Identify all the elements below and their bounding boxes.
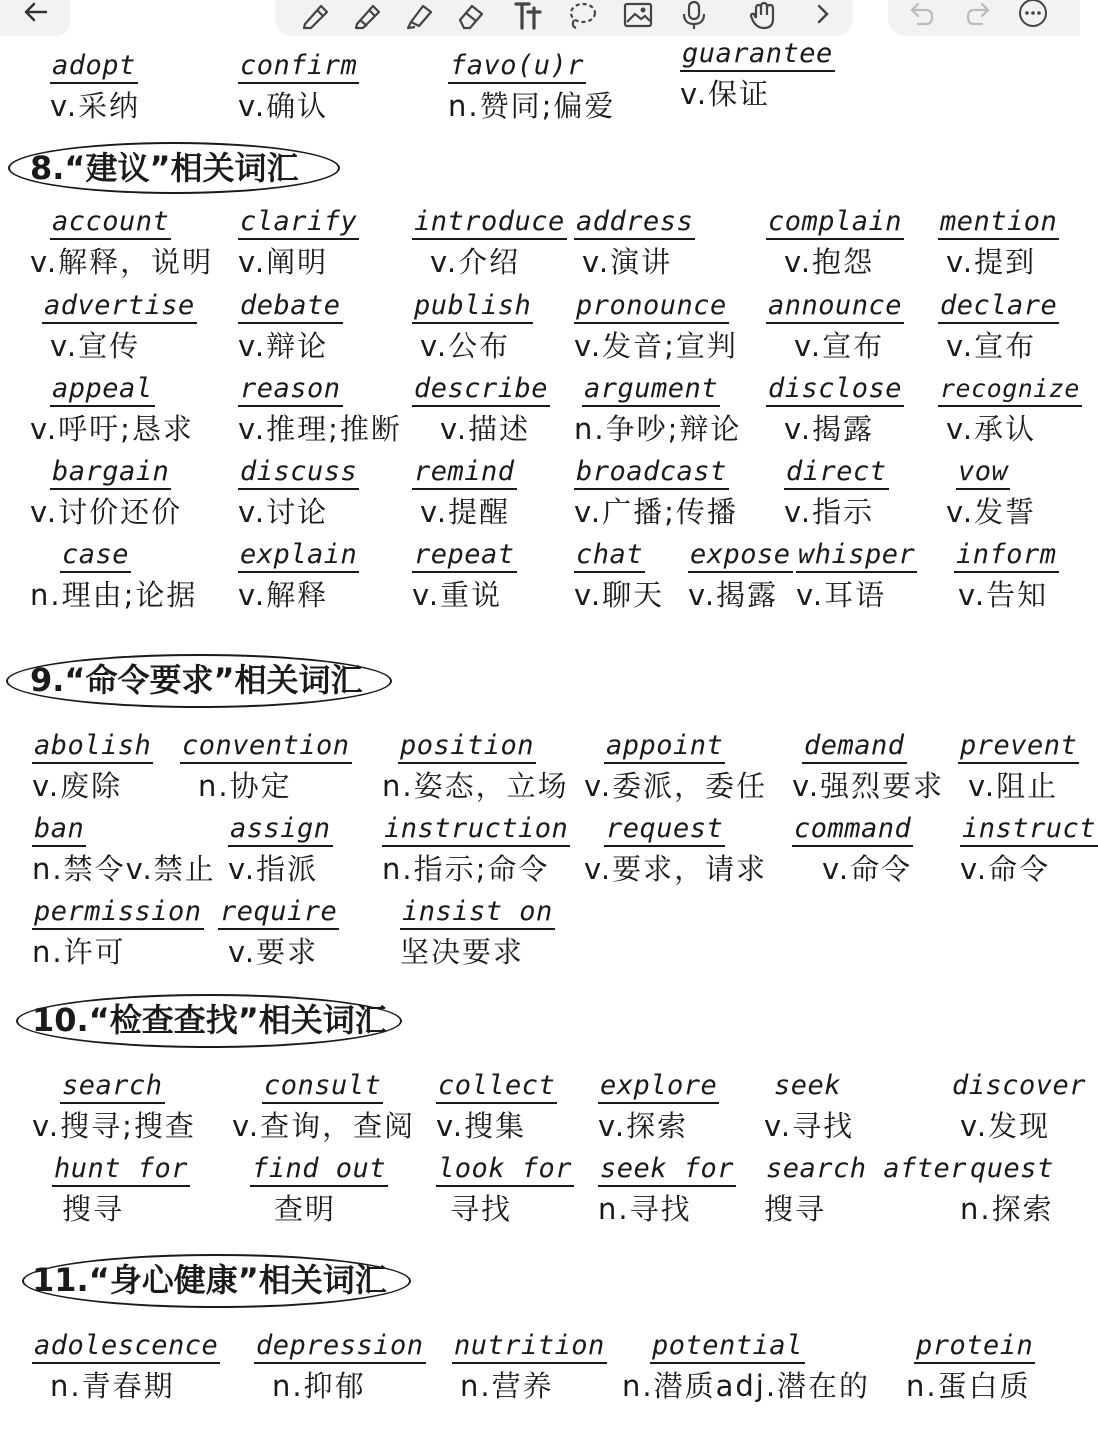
english-word: look for xyxy=(436,1153,574,1187)
chinese-meaning: n.潜质adj.潜在的 xyxy=(622,1369,871,1403)
vocab-entry xyxy=(412,206,567,282)
chinese-meaning: v.辩论 xyxy=(238,329,329,363)
english-word: direct xyxy=(784,456,889,490)
english-word: position xyxy=(398,730,536,764)
section-title: 11.“身心健康”相关词汇 xyxy=(32,1261,387,1299)
english-word: seek for xyxy=(598,1153,736,1187)
toolbar xyxy=(0,0,1080,40)
vocab-entry xyxy=(598,1070,719,1146)
vocab-entry xyxy=(32,730,153,806)
chinese-meaning: v.强烈要求 xyxy=(792,769,945,803)
heading-oval xyxy=(22,1254,411,1308)
vocab-entry xyxy=(792,730,945,806)
chinese-meaning: n.营养 xyxy=(460,1369,554,1403)
chinese-meaning: 搜寻 xyxy=(764,1192,827,1226)
vocab-entry xyxy=(938,373,1082,449)
english-word: describe xyxy=(412,373,550,407)
vocab-entry xyxy=(938,206,1059,282)
chinese-meaning: n.赞同;偏爱 xyxy=(448,89,616,123)
vocab-entry xyxy=(250,1153,388,1229)
chinese-meaning: n.抑郁 xyxy=(272,1369,366,1403)
chinese-meaning: v.查询，查阅 xyxy=(232,1109,416,1143)
vocab-entry xyxy=(766,373,904,449)
chinese-meaning: v.宣布 xyxy=(946,329,1037,363)
english-word: clarify xyxy=(238,206,359,240)
english-word: seek xyxy=(774,1070,842,1101)
english-word: instruct xyxy=(960,813,1098,847)
english-word: adolescence xyxy=(32,1330,220,1364)
chinese-meaning: v.提到 xyxy=(946,245,1037,279)
chinese-meaning: n.青春期 xyxy=(50,1369,175,1403)
vocab-entry xyxy=(954,539,1059,615)
chinese-meaning: v.提醒 xyxy=(420,495,511,529)
image-icon[interactable] xyxy=(621,0,661,32)
vocab-entry xyxy=(622,1330,871,1406)
chinese-meaning: v.广播;传播 xyxy=(574,495,738,529)
chinese-meaning: v.发现 xyxy=(960,1109,1051,1143)
english-word: whisper xyxy=(796,539,917,573)
section-title: 8.“建议”相关词汇 xyxy=(30,149,299,187)
vocab-entry xyxy=(412,539,517,615)
redo-icon[interactable] xyxy=(962,0,1002,32)
vocab-entry xyxy=(598,1153,736,1229)
vocab-entry xyxy=(584,813,768,889)
english-word: guarantee xyxy=(680,38,835,72)
vocab-entry xyxy=(574,373,742,449)
english-word: introduce xyxy=(412,206,567,240)
english-word: bargain xyxy=(50,456,171,490)
vocab-entry xyxy=(796,539,917,615)
vocab-entry xyxy=(32,1070,196,1146)
chinese-meaning: 坚决要求 xyxy=(400,935,525,969)
undo-icon[interactable] xyxy=(904,0,944,32)
vocab-entry xyxy=(960,1153,1056,1229)
more-icon[interactable] xyxy=(1016,0,1056,30)
pencil-icon[interactable] xyxy=(351,0,391,32)
vocab-entry xyxy=(766,290,904,366)
eraser-icon[interactable] xyxy=(455,0,495,32)
back-arrow-icon xyxy=(18,0,58,32)
english-word: advertise xyxy=(42,290,197,324)
english-word: appoint xyxy=(604,730,725,764)
vocab-entry xyxy=(448,50,615,126)
section-title: 9.“命令要求”相关词汇 xyxy=(30,661,363,699)
chinese-meaning: v.阻止 xyxy=(968,769,1059,803)
chinese-meaning: v.聊天 xyxy=(574,578,665,612)
chinese-meaning: v.命令 xyxy=(960,852,1051,886)
vocab-entry xyxy=(42,290,197,366)
english-word: broadcast xyxy=(574,456,729,490)
chinese-meaning: v.呼吁;恳求 xyxy=(30,412,194,446)
pen-icon[interactable] xyxy=(299,0,339,32)
vocab-entry xyxy=(30,373,194,449)
vocab-entry xyxy=(30,539,198,615)
vocab-entry xyxy=(400,896,555,972)
chinese-meaning: v.要求 xyxy=(228,935,319,969)
chinese-meaning: n.姿态，立场 xyxy=(382,769,569,803)
vocab-entry xyxy=(960,813,1098,889)
english-word: discuss xyxy=(238,456,359,490)
chinese-meaning: n.理由;论据 xyxy=(30,578,198,612)
english-word: explain xyxy=(238,539,359,573)
vocab-entry xyxy=(574,456,738,532)
vocab-entry xyxy=(30,206,214,282)
vocab-entry xyxy=(50,50,140,126)
section-heading xyxy=(30,146,299,190)
section-title: 10.“检查查找”相关词汇 xyxy=(32,1001,387,1039)
english-word: confirm xyxy=(238,50,359,84)
english-word: debate xyxy=(238,290,343,324)
heading-oval xyxy=(6,654,392,708)
english-word: recognize xyxy=(938,373,1082,407)
chinese-meaning: n.探索 xyxy=(960,1192,1054,1226)
vocab-entry xyxy=(688,539,793,615)
chinese-meaning: v.宣传 xyxy=(50,329,141,363)
chinese-meaning: v.寻找 xyxy=(764,1109,855,1143)
chinese-meaning: n.许可 xyxy=(32,935,126,969)
chinese-meaning: n.禁令v.禁止 xyxy=(32,852,216,886)
chinese-meaning: v.发誓 xyxy=(946,495,1037,529)
vocab-entry xyxy=(766,206,904,282)
vocab-entry xyxy=(30,456,183,532)
chinese-meaning: v.推理;推断 xyxy=(238,412,402,446)
english-word: depression xyxy=(254,1330,426,1364)
section-heading xyxy=(32,998,387,1042)
chinese-meaning: v.演讲 xyxy=(582,245,673,279)
vocab-entry xyxy=(238,50,359,126)
english-word: reason xyxy=(238,373,343,407)
english-word: abolish xyxy=(32,730,153,764)
english-word: require xyxy=(218,896,339,930)
english-word: demand xyxy=(802,730,907,764)
highlighter-icon[interactable] xyxy=(403,0,443,32)
chinese-meaning: v.揭露 xyxy=(784,412,875,446)
english-word: publish xyxy=(412,290,533,324)
chinese-meaning: v.采纳 xyxy=(50,89,141,123)
chinese-meaning: v.宣布 xyxy=(794,329,885,363)
english-word: search xyxy=(60,1070,165,1104)
english-word: consult xyxy=(262,1070,383,1104)
vocab-entry xyxy=(452,1330,607,1406)
vocab-entry xyxy=(180,730,352,806)
chinese-meaning: v.探索 xyxy=(598,1109,689,1143)
english-word: nutrition xyxy=(452,1330,607,1364)
english-word: find out xyxy=(250,1153,388,1187)
english-word: case xyxy=(60,539,131,573)
english-word: hunt for xyxy=(52,1153,190,1187)
chinese-meaning: v.搜集 xyxy=(436,1109,527,1143)
english-word: disclose xyxy=(766,373,904,407)
vocab-entry xyxy=(574,539,664,615)
vocab-entry xyxy=(382,813,570,889)
vocab-entry xyxy=(32,896,204,972)
english-word: insist on xyxy=(400,896,555,930)
heading-oval xyxy=(16,994,402,1048)
vocab-entry xyxy=(950,1070,1088,1146)
chinese-meaning: v.解释，说明 xyxy=(30,245,214,279)
english-word: instruction xyxy=(382,813,570,847)
english-word: ban xyxy=(32,813,86,847)
english-word: permission xyxy=(32,896,204,930)
chinese-meaning: v.重说 xyxy=(412,578,503,612)
vocab-entry xyxy=(412,373,550,449)
chinese-meaning: v.要求，请求 xyxy=(584,852,768,886)
vocab-entry xyxy=(412,290,533,366)
vocab-entry xyxy=(436,1153,574,1229)
vocab-entry xyxy=(764,1153,969,1229)
chinese-meaning: v.委派，委任 xyxy=(584,769,768,803)
chinese-meaning: v.讨论 xyxy=(238,495,329,529)
vocab-entry xyxy=(238,290,343,366)
vocab-entry xyxy=(436,1070,557,1146)
english-word: favo(u)r xyxy=(448,50,586,84)
vocab-entry xyxy=(218,896,339,972)
english-word: repeat xyxy=(412,539,517,573)
back-button[interactable] xyxy=(0,0,70,36)
chinese-meaning: v.耳语 xyxy=(796,578,887,612)
chinese-meaning: 查明 xyxy=(274,1192,337,1226)
vocab-entry xyxy=(412,456,517,532)
vocab-entry xyxy=(958,730,1079,806)
chinese-meaning: v.命令 xyxy=(822,852,913,886)
chinese-meaning: v.公布 xyxy=(420,329,511,363)
chinese-meaning: v.介绍 xyxy=(430,245,521,279)
english-word: pronounce xyxy=(574,290,729,324)
vocab-entry xyxy=(228,813,333,889)
english-word: protein xyxy=(914,1330,1035,1364)
chinese-meaning: n.蛋白质 xyxy=(906,1369,1031,1403)
vocab-entry xyxy=(792,813,913,889)
vocab-entry xyxy=(784,456,889,532)
english-word: complain xyxy=(766,206,904,240)
lasso-icon[interactable] xyxy=(565,0,605,32)
chinese-meaning: 寻找 xyxy=(450,1192,513,1226)
chevron-right-icon[interactable] xyxy=(807,0,847,32)
vocab-entry xyxy=(232,1070,416,1146)
vocab-entry xyxy=(238,206,359,282)
chinese-meaning: v.揭露 xyxy=(688,578,779,612)
chinese-meaning: n.指示;命令 xyxy=(382,852,550,886)
chinese-meaning: v.阐明 xyxy=(238,245,329,279)
vocab-entry xyxy=(238,373,402,449)
english-word: argument xyxy=(582,373,720,407)
text-tool-icon[interactable] xyxy=(511,0,551,32)
english-word: expose xyxy=(688,539,793,573)
vocab-entry xyxy=(946,456,1037,532)
english-word: collect xyxy=(436,1070,557,1104)
chinese-meaning: 搜寻 xyxy=(62,1192,125,1226)
heading-oval xyxy=(8,142,340,194)
microphone-icon[interactable] xyxy=(677,0,717,32)
english-word: announce xyxy=(766,290,904,324)
english-word: request xyxy=(604,813,725,847)
english-word: discover xyxy=(952,1070,1087,1101)
english-word: search after xyxy=(766,1153,968,1184)
chinese-meaning: v.发音;宣判 xyxy=(574,329,738,363)
vocab-entry xyxy=(238,539,359,615)
english-word: quest xyxy=(970,1153,1054,1184)
history-tools xyxy=(888,0,1080,36)
vocab-entry xyxy=(32,1330,220,1406)
vocab-entry xyxy=(382,730,569,806)
vocab-entry xyxy=(52,1153,190,1229)
english-word: declare xyxy=(938,290,1059,324)
hand-icon[interactable] xyxy=(747,0,787,32)
english-word: remind xyxy=(412,456,517,490)
section-heading xyxy=(32,1258,387,1302)
chinese-meaning: v.描述 xyxy=(440,412,531,446)
note-page[interactable] xyxy=(0,38,1097,1440)
english-word: prevent xyxy=(958,730,1079,764)
english-word: mention xyxy=(938,206,1059,240)
vocab-entry xyxy=(680,38,835,114)
vocab-entry xyxy=(574,290,738,366)
english-word: convention xyxy=(180,730,352,764)
vocab-entry xyxy=(764,1070,855,1146)
chinese-meaning: v.讨价还价 xyxy=(30,495,183,529)
english-word: chat xyxy=(574,539,645,573)
vocab-entry xyxy=(574,206,695,282)
chinese-meaning: n.协定 xyxy=(198,769,292,803)
vocab-entry xyxy=(938,290,1059,366)
english-word: command xyxy=(792,813,913,847)
chinese-meaning: v.保证 xyxy=(680,77,771,111)
chinese-meaning: v.指派 xyxy=(228,852,319,886)
vocab-entry xyxy=(584,730,768,806)
english-word: inform xyxy=(954,539,1059,573)
chinese-meaning: v.废除 xyxy=(32,769,123,803)
chinese-meaning: n.争吵;辩论 xyxy=(574,412,742,446)
drawing-tools xyxy=(275,0,853,36)
chinese-meaning: v.搜寻;搜查 xyxy=(32,1109,196,1143)
english-word: vow xyxy=(956,456,1010,490)
section-heading xyxy=(30,658,363,702)
chinese-meaning: v.指示 xyxy=(784,495,875,529)
english-word: adopt xyxy=(50,50,138,84)
chinese-meaning: v.承认 xyxy=(946,412,1037,446)
vocab-entry xyxy=(32,813,216,889)
chinese-meaning: v.确认 xyxy=(238,89,329,123)
english-word: address xyxy=(574,206,695,240)
english-word: potential xyxy=(650,1330,805,1364)
english-word: assign xyxy=(228,813,333,847)
english-word: appeal xyxy=(50,373,155,407)
english-word: explore xyxy=(598,1070,719,1104)
chinese-meaning: v.解释 xyxy=(238,578,329,612)
vocab-entry xyxy=(906,1330,1035,1406)
english-word: account xyxy=(50,206,171,240)
vocab-entry xyxy=(238,456,359,532)
chinese-meaning: v.告知 xyxy=(958,578,1049,612)
chinese-meaning: v.抱怨 xyxy=(784,245,875,279)
chinese-meaning: n.寻找 xyxy=(598,1192,692,1226)
vocab-entry xyxy=(254,1330,426,1406)
